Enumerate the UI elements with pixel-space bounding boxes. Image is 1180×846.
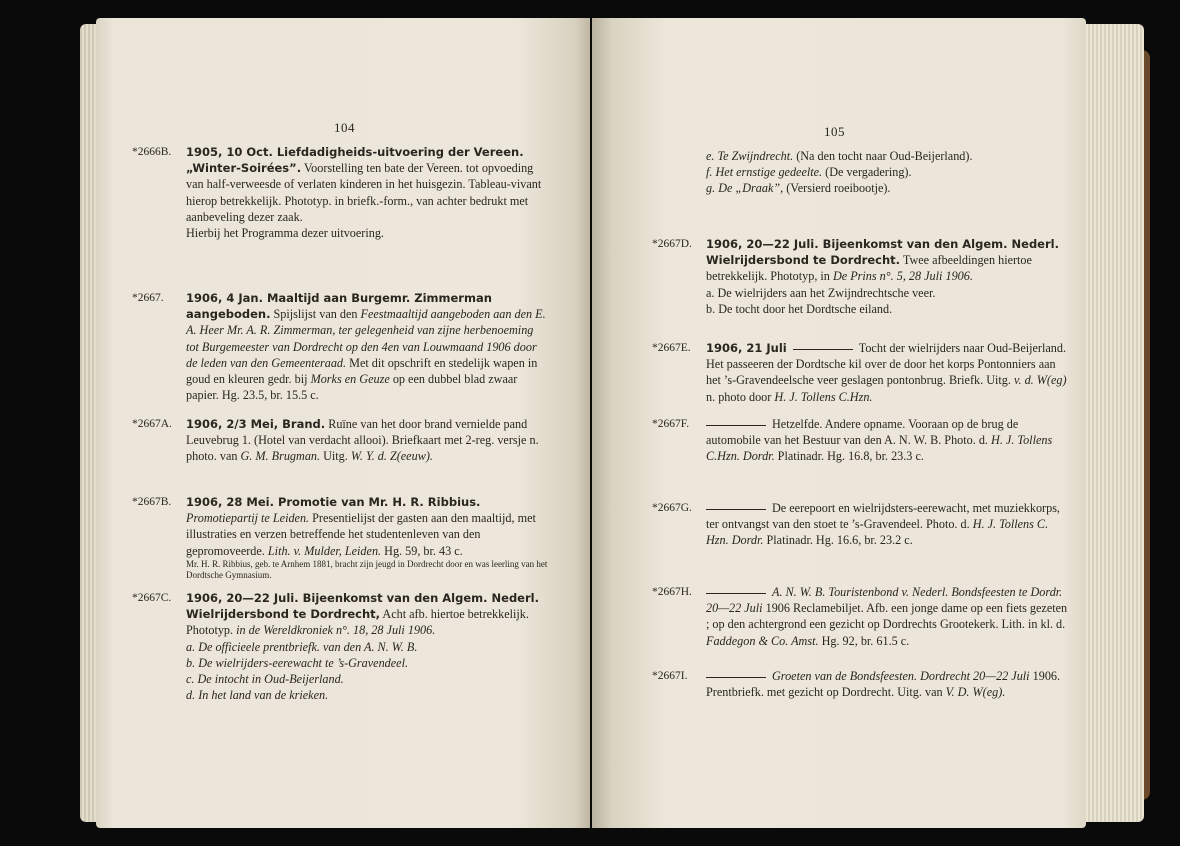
dash-rule <box>793 349 853 350</box>
entry-body: De eerepoort en wielrijdsters-eerewacht, met muziekkorps, ter ontvangst van den stoet te ’s-Gravendeel. Photo. d. <box>706 501 1060 532</box>
entry-number: *2667. <box>132 292 164 304</box>
entry-author: G. M. Brugman. <box>240 449 321 464</box>
entry-heading: 1906, 20—22 Juli. Bijeenkomst van den Algem. Nederl. Wielrijdersbond te Dordrecht. <box>706 237 1059 268</box>
entry-number: *2667A. <box>132 418 172 430</box>
entry-title: Promotiepartij te Leiden. <box>186 511 310 526</box>
entry-tail: op een dubbel blad zwaar papier. Hg. 23.5, br. 15.5 c. <box>186 372 518 403</box>
entry-body: Presentielijst der gasten aan den maaltijd, met illustraties en verzen betreffende het studentenleven van den gepromoveerde. <box>186 511 536 558</box>
entry-number: *2667F. <box>652 418 690 430</box>
entry-title: A. N. W. B. Touristenbond v. Nederl. Bondsfeesten te Dordr. 20—22 Juli <box>706 585 1063 616</box>
entry-litho: Faddegon & Co. Amst. <box>706 633 819 648</box>
entry-2667i <box>652 668 1068 700</box>
right-page <box>592 18 1086 828</box>
list-item: g. De „Draak”, (Versierd roeibootje). <box>706 181 891 196</box>
entry-heading: 1906, 28 Mei. Promotie van Mr. H. R. Ribbius. <box>186 495 481 509</box>
entry-body: Hetzelfde. Andere opname. Vooraan op de brug de automobile van het Bestuur van den A. N. W. B. Photo. d. <box>706 417 1019 448</box>
entry-heading: 1905, 10 Oct. Liefdadigheids-uitvoering der Vereen. „Winter-Soirées”. <box>186 145 524 176</box>
list-item: c. De intocht in Oud-Beijerland. <box>186 672 344 687</box>
entry-2667c <box>132 590 548 703</box>
entry-number: *2667B. <box>132 496 172 508</box>
page-edge-right <box>1084 24 1144 822</box>
entry-body: Tocht der wielrijders naar Oud-Beijerland. Het passeeren der Dordtsche kil over de door het korps Pontonniers aan het ’s-Gravendeelsche veer geslagen pontonbrug. Briefk. Uitg. <box>706 341 1067 388</box>
entry-tail: Hg. 92, br. 61.5 c. <box>821 633 910 648</box>
entry-publisher: W. Y. d. Z(eeuw). <box>350 449 433 464</box>
list-item: d. In het land van de krieken. <box>186 688 329 703</box>
entry-photographer: H. J. Tollens C. Hzn. Dordr. <box>706 517 1049 548</box>
entry-heading: 1906, 20—22 Juli. Bijeenkomst van den Algem. Nederl. Wielrijdersbond te Dordrecht, <box>186 591 539 622</box>
entry-body: Ruïne van het door brand vernielde pand Leuvebrug 1. (Hotel van verdacht allooi). Briefkaart met 2-reg. versje n. photo. van <box>186 417 539 464</box>
entry-source: De Prins n°. 5, 28 Juli 1906. <box>832 269 973 284</box>
dash-rule <box>706 509 766 510</box>
entry-2667a <box>132 416 548 465</box>
entry-photographer: H. J. Tollens C.Hzn. <box>774 389 873 404</box>
dash-rule <box>706 593 766 594</box>
list-item: f. Het ernstige gedeelte. (De vergadering). <box>706 165 912 180</box>
entry-number: *2667I. <box>652 670 688 682</box>
dash-rule <box>706 425 766 426</box>
entry-2667d <box>652 236 1068 317</box>
entry-source: in de Wereldkroniek n°. 18, 28 Juli 1906. <box>236 623 436 638</box>
entry-2667b <box>132 494 548 581</box>
page-number: 104 <box>334 120 355 135</box>
entry-title: Feestmaaltijd aangeboden aan den E. A. Heer Mr. A. R. Zimmerman, ter gelegenheid van zijne herbenoeming tot Burgemeester van Dordrecht op den 4en van Louwmaand 1906 door de leden van den Gemeenteraad. <box>186 307 546 370</box>
entry-2667f <box>652 416 1068 465</box>
entry-body: 1906. Prentbriefk. met gezicht op Dordrecht. Uitg. van <box>706 669 1061 700</box>
entry-number: *2666B. <box>132 146 172 158</box>
entry-number: *2667D. <box>652 238 692 250</box>
entry-title: Groeten van de Bondsfeesten. Dordrecht 20—22 Juli <box>772 669 1030 683</box>
page-number: 105 <box>824 124 845 139</box>
entry-number: *2667H. <box>652 586 692 598</box>
entry-number: *2667C. <box>132 592 172 604</box>
entry-continued <box>706 148 1068 197</box>
entry-note: Mr. H. R. Ribbius, geb. te Arnhem 1881, bracht zijn jeugd in Dordrecht door en was leerling van het Dordtsche Gymnasium. <box>186 558 548 580</box>
entry-printer: Morks en Geuze <box>310 372 390 387</box>
entry-lead: Spijslijst van den <box>273 307 358 322</box>
entry-number: *2667E. <box>652 342 691 354</box>
list-item: a. De officieele prentbriefk. van den A. N. W. B. <box>186 639 418 654</box>
entry-publisher: v. d. W(eg) <box>1013 373 1067 388</box>
entry-heading: 1906, 4 Jan. Maaltijd aan Burgemr. Zimmerman aangeboden. <box>186 291 492 322</box>
entry-body: Voorstelling ten bate der Vereen. tot opvoeding van half-verweesde of verlaten kinderen in het huisgezin. Tableau-vivant hierop betrekkelijk. Phototyp. in briefk.-form., van achter bedrukt met aanbeveling dezer zaak. <box>186 161 542 224</box>
entry-body: 1906 Reclamebiljet. Afb. een jonge dame op een fiets gezeten ; op den achtergrond een gezicht op Dordrechts Grootekerk. Lith. in kl. d. <box>706 601 1068 632</box>
entry-photographer: H. J. Tollens C.Hzn. Dordr. <box>706 433 1053 464</box>
entry-body: Twee afbeeldingen hiertoe betrekkelijk. Phototyp, in <box>706 253 1032 284</box>
list-item: b. De tocht door het Dordtsche eiland. <box>706 301 893 316</box>
entry-2667g <box>652 500 1068 549</box>
entry-tail: Uitg. <box>323 449 348 464</box>
entry-tail: n. photo door <box>706 389 772 404</box>
entry-tail: Platinadr. Hg. 16.6, br. 23.2 c. <box>766 533 913 548</box>
entry-2667 <box>132 290 548 403</box>
entry-2666b <box>132 144 548 241</box>
entry-litho: Lith. v. Mulder, Leiden. <box>267 543 382 558</box>
entry-heading: 1906, 2/3 Mei, Brand. <box>186 417 326 431</box>
entry-extra: Hierbij het Programma dezer uitvoering. <box>186 226 384 241</box>
left-page <box>96 18 590 828</box>
list-item: a. De wielrijders aan het Zwijndrechtsche veer. <box>706 285 936 300</box>
entry-publisher: V. D. W(eg). <box>945 685 1006 700</box>
entry-2667h <box>652 584 1068 649</box>
list-item: b. De wielrijders-eerewacht te ’s-Gravendeel. <box>186 655 409 670</box>
entry-dims: Hg. 59, br. 43 c. <box>384 543 463 558</box>
list-item: e. Te Zwijndrecht. (Na den tocht naar Oud-Beijerland). <box>706 149 973 163</box>
entry-2667e <box>652 340 1068 405</box>
entry-body: Acht afb. hiertoe betrekkelijk. Phototyp. <box>186 607 529 638</box>
entry-number: *2667G. <box>652 502 692 514</box>
entry-tail: Platinadr. Hg. 16.8, br. 23.3 c. <box>777 449 924 464</box>
dash-rule <box>706 677 766 678</box>
entry-heading: 1906, 21 Juli <box>706 341 787 355</box>
entry-body: Met dit opschrift en stedelijk wapen in goud en kleuren gedr. bij <box>186 355 538 387</box>
